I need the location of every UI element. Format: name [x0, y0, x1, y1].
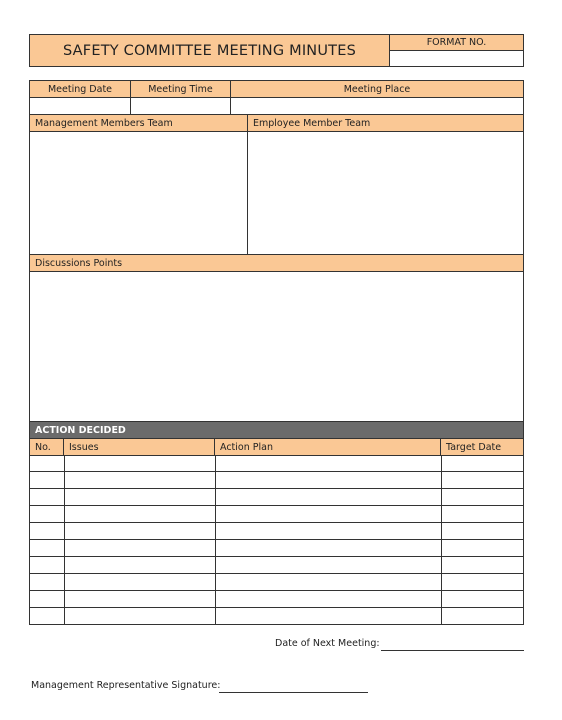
- row-action-plan[interactable]: [218, 491, 438, 503]
- row-no[interactable]: [33, 542, 61, 554]
- row-issue[interactable]: [67, 542, 212, 554]
- column-divider: [64, 523, 65, 539]
- table-row: [29, 608, 524, 625]
- column-divider: [441, 591, 442, 607]
- column-divider: [215, 608, 216, 624]
- table-row: [29, 523, 524, 540]
- row-action-plan[interactable]: [218, 525, 438, 537]
- column-divider: [215, 472, 216, 488]
- row-target-date[interactable]: [444, 525, 522, 537]
- meeting-place-field[interactable]: [230, 97, 524, 115]
- row-target-date[interactable]: [444, 508, 522, 520]
- column-divider: [64, 591, 65, 607]
- table-row: [29, 540, 524, 557]
- column-divider: [64, 472, 65, 488]
- row-target-date[interactable]: [444, 559, 522, 571]
- table-row: [29, 489, 524, 506]
- column-divider: [64, 557, 65, 573]
- column-divider: [441, 574, 442, 590]
- discussion-label: Discussions Points: [29, 254, 524, 272]
- column-divider: [441, 455, 442, 471]
- column-divider: [64, 540, 65, 556]
- next-meeting-label: Date of Next Meeting:: [275, 638, 380, 649]
- row-no[interactable]: [33, 491, 61, 503]
- row-no[interactable]: [33, 474, 61, 486]
- row-issue[interactable]: [67, 508, 212, 520]
- column-divider: [215, 574, 216, 590]
- employee-team-area[interactable]: [247, 131, 524, 255]
- column-divider: [64, 489, 65, 505]
- column-divider: [215, 540, 216, 556]
- table-row: [29, 574, 524, 591]
- row-target-date[interactable]: [444, 593, 522, 605]
- row-no[interactable]: [33, 457, 61, 469]
- column-divider: [441, 557, 442, 573]
- form-title: SAFETY COMMITTEE MEETING MINUTES: [29, 34, 390, 67]
- row-issue[interactable]: [67, 525, 212, 537]
- row-action-plan[interactable]: [218, 559, 438, 571]
- discussion-area[interactable]: [29, 271, 524, 422]
- table-row: [29, 506, 524, 523]
- column-divider: [64, 506, 65, 522]
- table-row: [29, 591, 524, 608]
- row-issue[interactable]: [67, 457, 212, 469]
- column-header-action-plan: Action Plan: [214, 438, 441, 456]
- row-no[interactable]: [33, 576, 61, 588]
- column-divider: [215, 506, 216, 522]
- next-meeting-line[interactable]: [381, 638, 524, 651]
- column-divider: [441, 608, 442, 624]
- row-issue[interactable]: [67, 610, 212, 622]
- row-action-plan[interactable]: [218, 457, 438, 469]
- row-action-plan[interactable]: [218, 508, 438, 520]
- employee-team-label: Employee Member Team: [247, 114, 524, 132]
- column-divider: [441, 506, 442, 522]
- signature-label: Management Representative Signature:: [31, 680, 221, 691]
- column-divider: [215, 489, 216, 505]
- row-target-date[interactable]: [444, 576, 522, 588]
- meeting-date-label: Meeting Date: [29, 80, 131, 98]
- table-row: [29, 472, 524, 489]
- column-header-no: No.: [29, 438, 64, 456]
- row-target-date[interactable]: [444, 457, 522, 469]
- column-divider: [441, 523, 442, 539]
- table-row: [29, 455, 524, 472]
- row-no[interactable]: [33, 559, 61, 571]
- column-header-issues: Issues: [63, 438, 215, 456]
- column-divider: [441, 540, 442, 556]
- meeting-place-label: Meeting Place: [230, 80, 524, 98]
- row-issue[interactable]: [67, 474, 212, 486]
- column-divider: [64, 608, 65, 624]
- column-divider: [64, 574, 65, 590]
- row-action-plan[interactable]: [218, 593, 438, 605]
- meeting-date-field[interactable]: [29, 97, 131, 115]
- row-issue[interactable]: [67, 559, 212, 571]
- format-no-field[interactable]: [389, 50, 524, 67]
- column-divider: [441, 489, 442, 505]
- row-issue[interactable]: [67, 576, 212, 588]
- meeting-time-label: Meeting Time: [130, 80, 231, 98]
- row-target-date[interactable]: [444, 474, 522, 486]
- signature-line[interactable]: [219, 680, 368, 693]
- row-target-date[interactable]: [444, 542, 522, 554]
- row-action-plan[interactable]: [218, 542, 438, 554]
- row-no[interactable]: [33, 610, 61, 622]
- row-issue[interactable]: [67, 491, 212, 503]
- column-divider: [215, 523, 216, 539]
- row-target-date[interactable]: [444, 610, 522, 622]
- action-decided-header: ACTION DECIDED: [29, 421, 524, 439]
- row-issue[interactable]: [67, 593, 212, 605]
- row-no[interactable]: [33, 593, 61, 605]
- row-action-plan[interactable]: [218, 474, 438, 486]
- format-no-label: FORMAT NO.: [389, 34, 524, 51]
- row-target-date[interactable]: [444, 491, 522, 503]
- meeting-time-field[interactable]: [130, 97, 231, 115]
- column-divider: [441, 472, 442, 488]
- row-no[interactable]: [33, 508, 61, 520]
- management-team-label: Management Members Team: [29, 114, 248, 132]
- row-no[interactable]: [33, 525, 61, 537]
- table-row: [29, 557, 524, 574]
- column-divider: [215, 557, 216, 573]
- row-action-plan[interactable]: [218, 576, 438, 588]
- column-divider: [215, 455, 216, 471]
- column-header-target-date: Target Date: [440, 438, 524, 456]
- column-divider: [64, 455, 65, 471]
- column-divider: [215, 591, 216, 607]
- management-team-area[interactable]: [29, 131, 248, 255]
- row-action-plan[interactable]: [218, 610, 438, 622]
